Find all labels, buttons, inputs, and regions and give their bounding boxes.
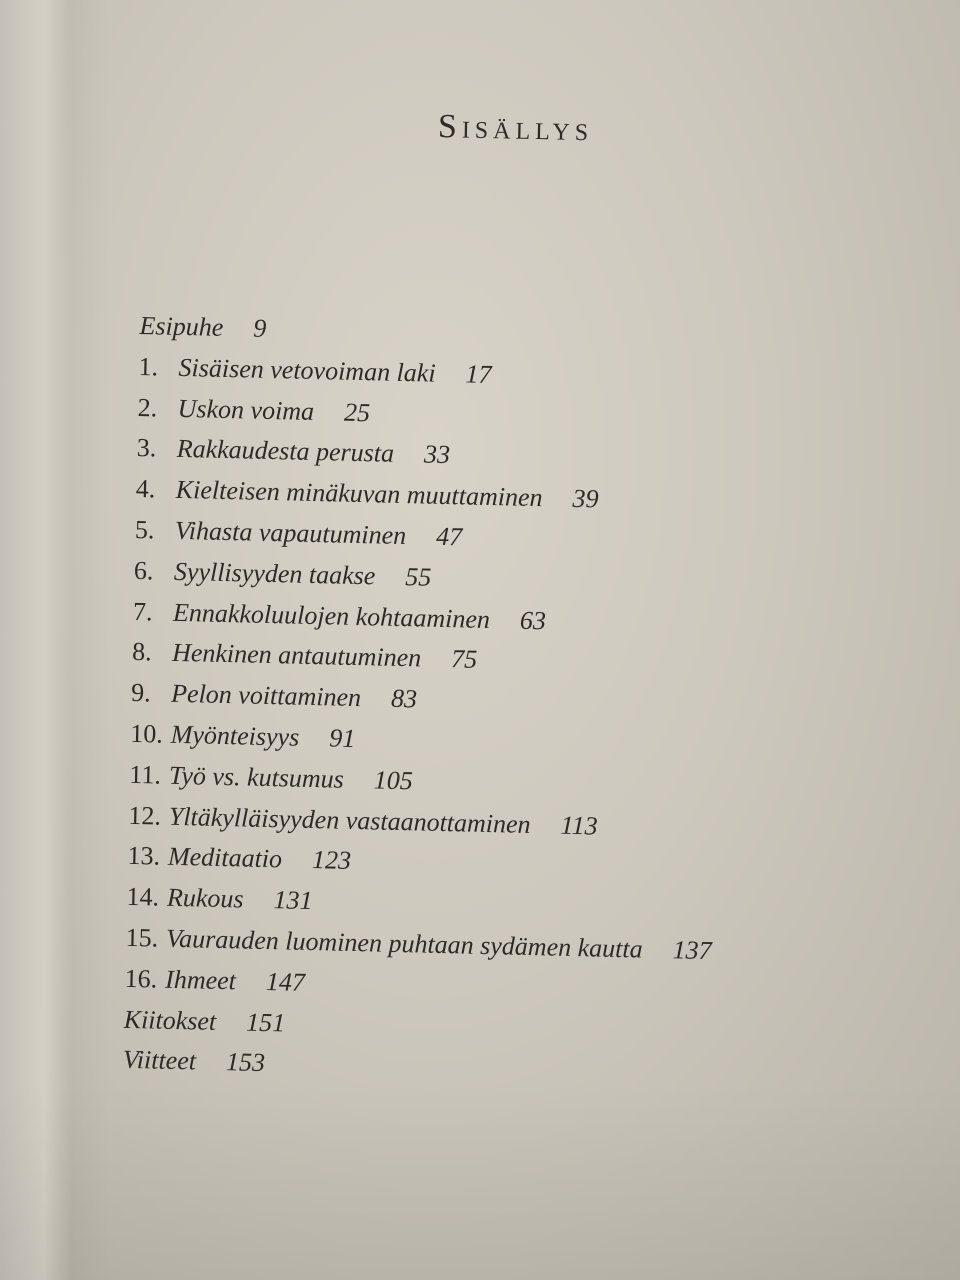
toc-entry-number: 11. <box>129 759 162 790</box>
toc-entry-label: Esipuhe <box>139 310 224 342</box>
toc-entry-page: 47 <box>435 521 463 552</box>
toc-entry-number: 3. <box>136 433 157 463</box>
toc-entry-page: 147 <box>265 966 306 997</box>
toc-entry-page: 153 <box>225 1047 266 1078</box>
toc-entry-page: 105 <box>373 765 414 796</box>
toc-entry-page: 75 <box>450 644 478 675</box>
toc-entry-label: Ennakkoluulojen kohtaaminen <box>172 597 491 634</box>
toc-entry-number: 8. <box>131 637 152 667</box>
toc-entry-label: Syyllisyyden taakse <box>173 556 376 591</box>
toc-entry-page: 113 <box>560 810 599 841</box>
toc-entry-number: 6. <box>133 555 154 586</box>
toc-entry-page: 33 <box>423 439 451 470</box>
toc-entry-page: 151 <box>245 1007 286 1038</box>
toc-entry-number: 7. <box>132 596 153 626</box>
toc-entry-page: 39 <box>572 484 599 514</box>
toc-entry-page: 123 <box>311 845 352 876</box>
toc-entry-page: 17 <box>465 359 492 389</box>
toc-entry-label: Rukous <box>166 882 244 914</box>
toc-entry-label: Myönteisyys <box>170 719 300 752</box>
toc-entry-label: Pelon voittaminen <box>170 678 362 713</box>
toc-entry-label: Meditaatio <box>167 842 283 874</box>
toc-entry-label: Uskon voima <box>177 393 315 426</box>
toc-entry-label: Henkinen antautuminen <box>171 638 422 673</box>
toc-entry-number: 9. <box>130 678 152 708</box>
toc-entry-label: Ihmeet <box>164 964 237 996</box>
toc-entry-number: 5. <box>134 514 155 545</box>
toc-entry-label: Vaurauden luominen puhtaan sydämen kautta <box>165 923 643 964</box>
toc-entry-label: Sisäisen vetovoiman laki <box>178 352 436 388</box>
toc-entry-page: 137 <box>672 935 712 966</box>
toc-entry-label: Työ vs. kutsumus <box>168 760 345 794</box>
toc-entry-page: 91 <box>328 723 356 753</box>
toc-entry-page: 9 <box>252 313 267 343</box>
toc-entry-label: Viitteet <box>122 1045 197 1076</box>
toc-entry-number: 2. <box>137 392 158 423</box>
toc-entry-page: 131 <box>273 885 313 916</box>
toc-entry-number: 1. <box>138 351 159 382</box>
toc-entry-number: 16. <box>124 963 158 994</box>
toc-entry-label: Vihasta vapautuminen <box>174 515 407 551</box>
toc-entry-label: Kielteisen minäkuvan muuttaminen <box>175 475 543 513</box>
toc-entry-number: 10. <box>129 718 164 749</box>
toc-entry-number: 12. <box>128 800 162 831</box>
toc-entry-label: Rakkaudesta perusta <box>176 434 395 469</box>
page-bottom-shadow <box>0 1080 960 1280</box>
toc-entry-page: 55 <box>405 561 432 592</box>
table-of-contents <box>122 306 899 1098</box>
toc-entry-page: 63 <box>519 605 547 635</box>
page-title: Sisällys <box>437 108 594 149</box>
toc-entry-number: 4. <box>135 474 156 504</box>
toc-entry-number: 13. <box>127 841 161 871</box>
toc-entry-page: 83 <box>390 683 418 714</box>
toc-entry-label: Yltäkylläisyyden vastaanottaminen <box>168 801 531 839</box>
toc-entry-number: 15. <box>125 922 159 953</box>
toc-entry-page: 25 <box>343 397 371 427</box>
toc-entry-number: 14. <box>126 882 160 912</box>
toc-entry-label: Kiitokset <box>123 1004 217 1036</box>
